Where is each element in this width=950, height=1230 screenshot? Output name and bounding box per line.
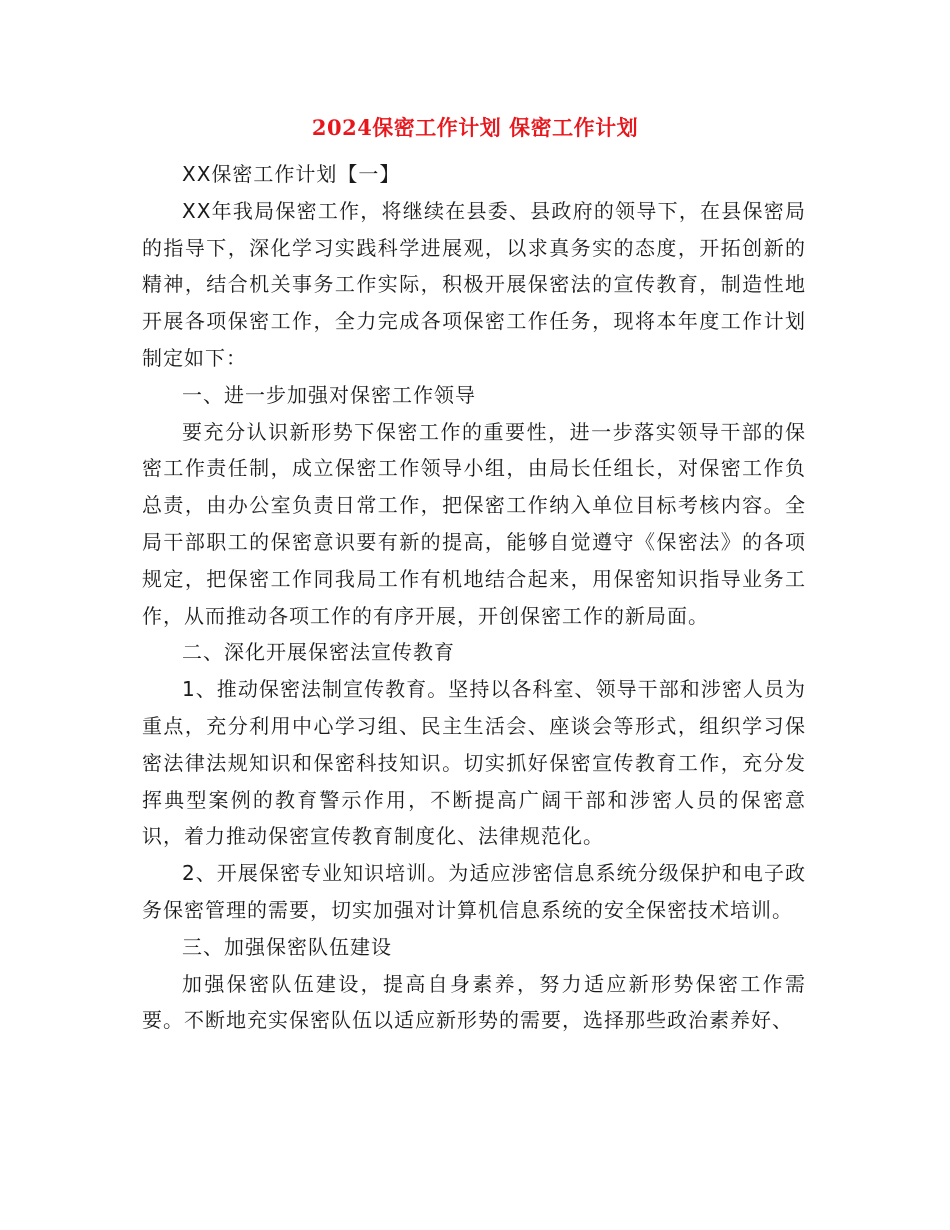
section-heading: XX保密工作计划【一】 <box>182 162 401 186</box>
section-heading: 一、进一步加强对保密工作领导 <box>182 382 476 407</box>
section-heading: 三、加强保密队伍建设 <box>182 934 392 959</box>
paragraph: XX年我局保密工作，将继续在县委、县政府的领导下，在县保密局的指导下，深化学习实践科学进展观，以求真务实的态度，开拓创新的精神，结合机关事务工作实际，积极开展保密法的宣传教育，制造性地开展各项保密工作，全力完成各项保密工作任务，现将本年度工作计划制定如下： <box>142 198 806 370</box>
paragraph: 要充分认识新形势下保密工作的重要性，进一步落实领导干部的保密工作责任制，成立保密工作领导小组，由局长任组长，对保密工作负总责，由办公室负责日常工作，把保密工作纳入单位目标考核内容。全局干部职工的保密意识要有新的提高，能够自觉遵守《保密法》的各项规定，把保密工作同我局工作有机地结合起来，用保密知识指导业务工作，从而推动各项工作的有序开展，开创保密工作的新局面。 <box>142 419 806 628</box>
paragraph: 1、推动保密法制宣传教育。坚持以各科室、领导干部和涉密人员为重点，充分利用中心学习组、民主生活会、座谈会等形式，组织学习保密法律法规知识和保密科技知识。切实抓好保密宣传教育工作，充分发挥典型案例的教育警示作用，不断提高广阔干部和涉密人员的保密意识，着力推动保密宣传教育制度化、法律规范化。 <box>142 677 806 849</box>
section-heading: 二、深化开展保密法宣传教育 <box>182 640 455 665</box>
paragraph: 加强保密队伍建设，提高自身素养，努力适应新形势保密工作需要。不断地充实保密队伍以适应新形势的需要，选择那些政治素养好、 <box>142 971 806 1033</box>
document-title: 2024保密工作计划 保密工作计划 <box>311 115 639 140</box>
paragraph: 2、开展保密专业知识培训。为适应涉密信息系统分级保护和电子政务保密管理的需要，切实加强对计算机信息系统的安全保密技术培训。 <box>142 861 806 922</box>
document-body <box>142 156 806 1039</box>
